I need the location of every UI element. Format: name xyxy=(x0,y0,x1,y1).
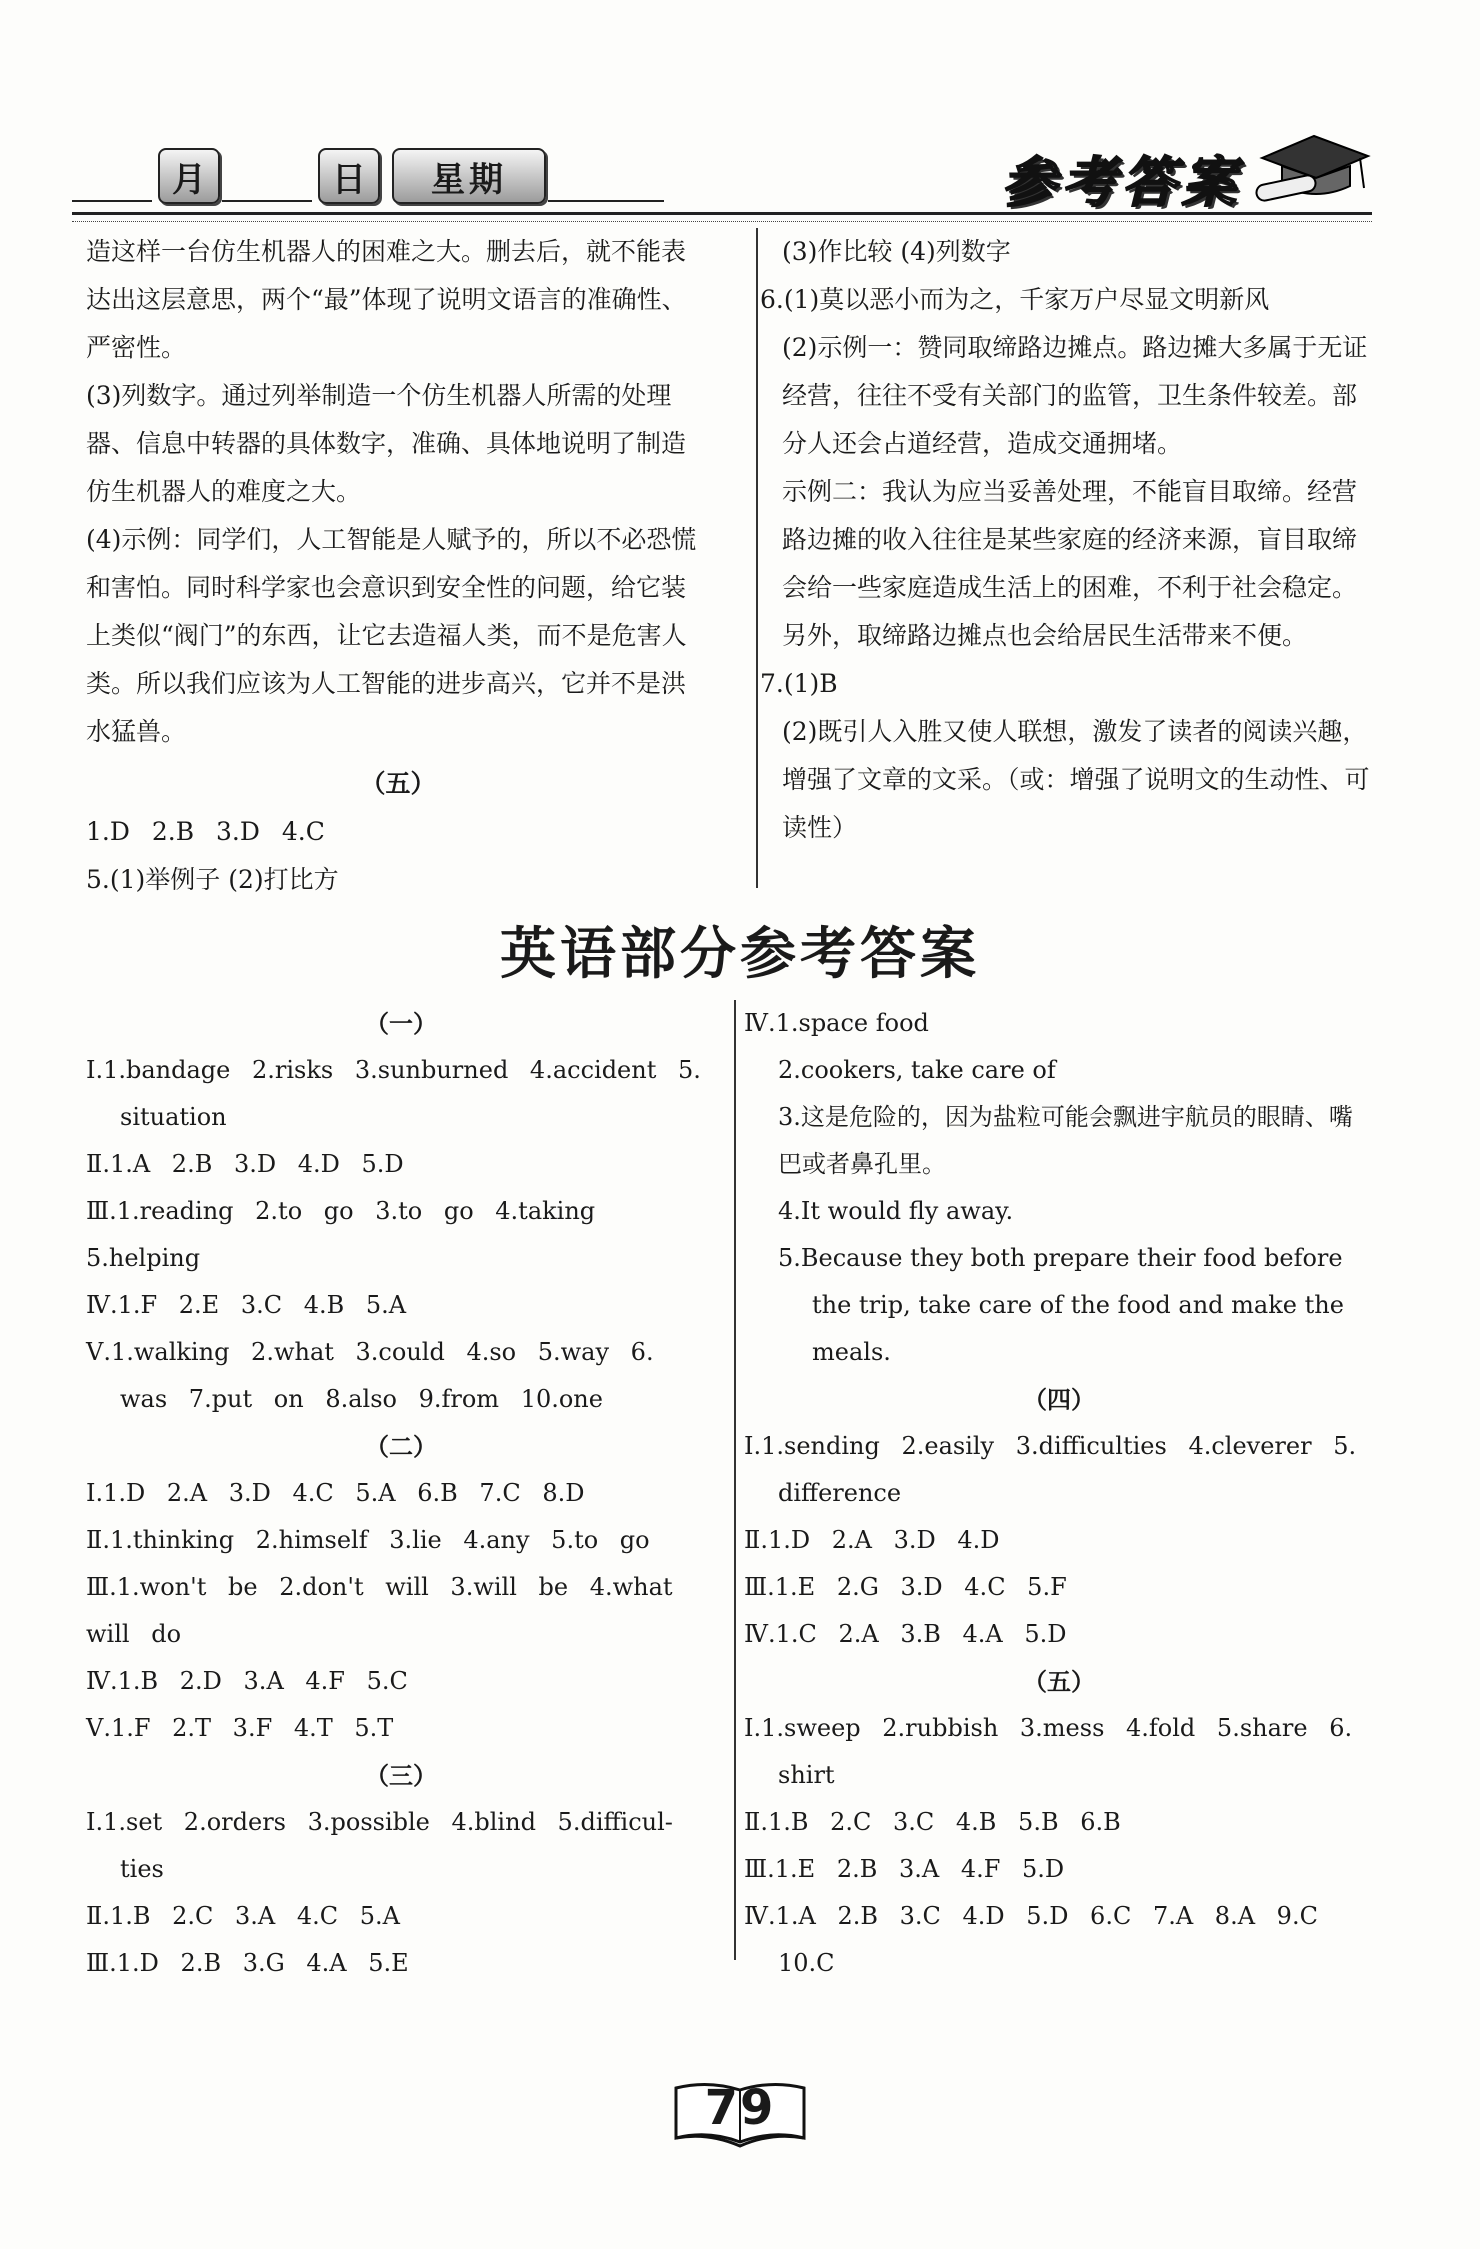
answer-line: (3)作比较 (4)列数字 xyxy=(782,237,1011,266)
paragraph-3: (3)列数字。通过列举制造一个仿生机器人所需的处理器、信息中转器的具体数字，准确、具体地说明了制造仿生机器人的难度之大。 xyxy=(86,381,687,506)
weekday-blank xyxy=(548,200,664,202)
section-heading: （四） xyxy=(1023,1385,1095,1414)
answer-line: Ⅳ.1.A 2.B 3.C 4.D 5.D 6.C 7.A 8.A 9.C 10.C xyxy=(744,1902,1318,1977)
answer-line: 5.Because they both prepare their food before the trip, take care of the food and make the meals. xyxy=(778,1244,1344,1366)
paragraph-explanation: 造这样一台仿生机器人的困难之大。删去后，就不能表达出这层意思，两个“最”体现了说明文语言的准确性、严密性。 xyxy=(86,237,687,362)
section-heading: （一） xyxy=(365,1009,437,1038)
answer-line: Ⅰ.1.sweep 2.rubbish 3.mess 4.fold 5.share 6. shirt xyxy=(744,1714,1353,1789)
answer-line: Ⅴ.1.walking 2.what 3.could 4.so 5.way 6. was 7.put on 8.also 9.from 10.one xyxy=(86,1338,654,1413)
chinese-right-column xyxy=(760,228,1370,852)
chinese-left-column xyxy=(86,228,710,904)
header-rule xyxy=(72,212,1372,222)
answer-line: Ⅲ.1.D 2.B 3.G 4.A 5.E xyxy=(86,1949,409,1977)
english-right-column xyxy=(744,1000,1374,1987)
answer-line: 5.(1)举例子 (2)打比方 xyxy=(86,865,339,894)
answer-line: Ⅱ.1.B 2.C 3.A 4.C 5.A xyxy=(86,1902,400,1930)
answer-line: Ⅳ.1.space food xyxy=(744,1009,929,1037)
paragraph-7-2: (2)既引人入胜又使人联想，激发了读者的阅读兴趣，增强了文章的文采。（或：增强了说明文的生动性、可读性） xyxy=(782,717,1370,842)
answer-line: Ⅳ.1.C 2.A 3.B 4.A 5.D xyxy=(744,1620,1067,1648)
answer-line: Ⅲ.1.reading 2.to go 3.to go 4.taking 5.helping xyxy=(86,1197,596,1272)
answer-line: Ⅲ.1.won't be 2.don't will 3.will be 4.what will do xyxy=(86,1573,673,1648)
answer-line: Ⅱ.1.thinking 2.himself 3.lie 4.any 5.to go xyxy=(86,1526,650,1554)
paragraph-example-2: 示例二：我认为应当妥善处理，不能盲目取缔。经营路边摊的收入往往是某些家庭的经济来源，盲目取缔会给一些家庭造成生活上的困难，不利于社会稳定。另外，取缔路边摊点也会给居民生活带来不便。 xyxy=(782,477,1358,650)
day-label: 日 xyxy=(318,148,380,204)
column-divider xyxy=(734,1000,736,1960)
section-heading: （五） xyxy=(360,769,436,798)
paragraph-example-1: (2)示例一：赞同取缔路边摊点。路边摊大多属于无证经营，往往不受有关部门的监管，卫生条件较差。部分人还会占道经营，造成交通拥堵。 xyxy=(782,333,1368,458)
answer-line: Ⅴ.1.F 2.T 3.F 4.T 5.T xyxy=(86,1714,394,1742)
paragraph-4: (4)示例：同学们，人工智能是人赋予的，所以不必恐慌和害怕。同时科学家也会意识到安全性的问题，给它装上类似“阀门”的东西，让它去造福人类，而不是危害人类。所以我们应该为人工智能的进步高兴，它并不是洪水猛兽。 xyxy=(86,525,697,746)
answer-line: 3.这是危险的，因为盐粒可能会飘进宇航员的眼睛、嘴巴或者鼻孔里。 xyxy=(778,1103,1353,1178)
day-blank xyxy=(222,200,312,202)
column-divider xyxy=(756,228,758,888)
page-header xyxy=(72,140,1372,232)
answer-line: Ⅲ.1.E 2.B 3.A 4.F 5.D xyxy=(744,1855,1065,1883)
answer-line: 4.It would fly away. xyxy=(778,1197,1014,1225)
answer-line: Ⅱ.1.A 2.B 3.D 4.D 5.D xyxy=(86,1150,404,1178)
answer-line: Ⅳ.1.F 2.E 3.C 4.B 5.A xyxy=(86,1291,407,1319)
weekday-label: 星期 xyxy=(392,148,546,204)
page-number: 79 xyxy=(704,2080,776,2136)
graduation-cap-icon xyxy=(1252,128,1372,208)
answer-line: Ⅱ.1.B 2.C 3.C 4.B 5.B 6.B xyxy=(744,1808,1121,1836)
answer-line: Ⅰ.1.D 2.A 3.D 4.C 5.A 6.B 7.C 8.D xyxy=(86,1479,585,1507)
english-section-title: 英语部分参考答案 xyxy=(500,922,980,987)
answer-line: 1.D 2.B 3.D 4.C xyxy=(86,817,325,846)
answer-line: Ⅰ.1.set 2.orders 3.possible 4.blind 5.difficul-ties xyxy=(86,1808,673,1883)
answer-line: Ⅲ.1.E 2.G 3.D 4.C 5.F xyxy=(744,1573,1067,1601)
answer-line: Ⅰ.1.sending 2.easily 3.difficulties 4.cleverer 5. difference xyxy=(744,1432,1357,1507)
answer-line: 7.(1)B xyxy=(760,669,838,698)
section-heading: （五） xyxy=(1023,1667,1095,1696)
section-heading: （二） xyxy=(365,1432,437,1461)
answer-line: Ⅱ.1.D 2.A 3.D 4.D xyxy=(744,1526,1000,1554)
answer-line: 6.(1)莫以恶小而为之，千家万户尽显文明新风 xyxy=(760,285,1270,314)
month-blank xyxy=(72,200,152,202)
answer-line: Ⅰ.1.bandage 2.risks 3.sunburned 4.accident 5. situation xyxy=(86,1056,701,1131)
answer-line: 2.cookers, take care of xyxy=(778,1056,1056,1084)
header-title: 参考答案 xyxy=(1002,150,1242,214)
page-number-badge xyxy=(672,2080,808,2150)
section-heading: （三） xyxy=(365,1761,437,1790)
answer-line: Ⅳ.1.B 2.D 3.A 4.F 5.C xyxy=(86,1667,408,1695)
month-label: 月 xyxy=(158,148,220,204)
english-left-column xyxy=(86,1000,716,1987)
